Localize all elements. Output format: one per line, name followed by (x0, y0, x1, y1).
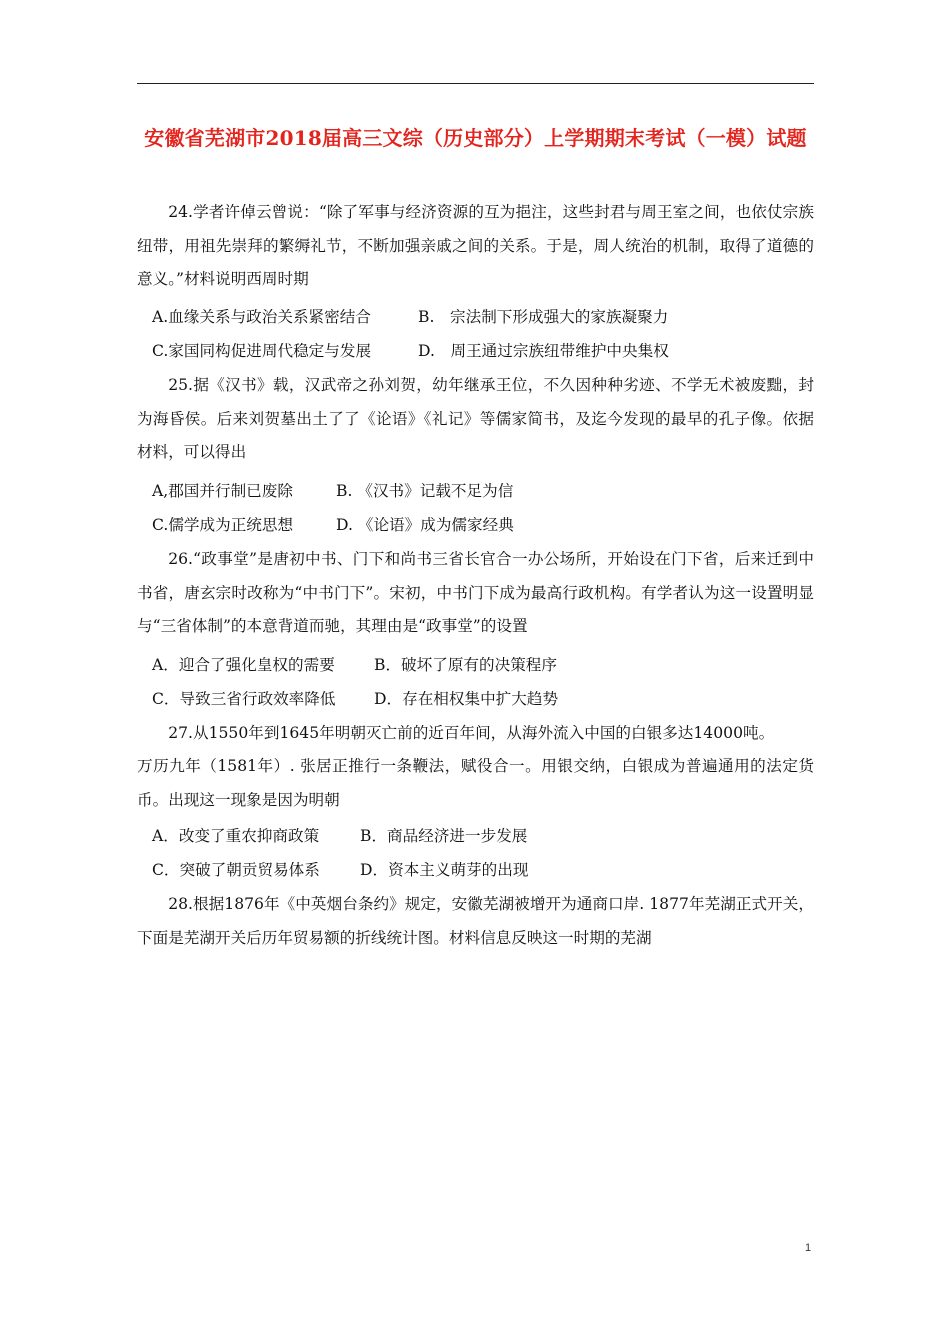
option-d: D．资本主义萌芽的出现 (360, 860, 529, 879)
question-28-stem: 28.根据1876年《中英烟台条约》规定，安徽芜湖被增开为通商口岸. 1877年芜湖正式开关，下面是芜湖开关后历年贸易额的折线统计图。材料信息反映这一时期的芜湖 (137, 895, 814, 947)
question-27-options (152, 820, 812, 887)
page-title: 安徽省芜湖市2018届高三文综（历史部分）上学期期末考试（一模）试题 (144, 126, 807, 150)
question-27-stem-continued: 万历九年（1581年）. 张居正推行一条鞭法，赋役合一。用银交纳，白银成为普遍通用的法定货币。出现这一现象是因为明朝 (137, 757, 814, 809)
option-b: B．商品经济进一步发展 (360, 827, 528, 845)
option-a: A,郡国并行制已废除 (152, 482, 293, 500)
question-26-stem: 26.“政事堂”是唐初中书、门下和尚书三省长官合一办公场所，开始设在门下省，后来迁到中书省，唐玄宗时改称为“中书门下”。宋初，中书门下成为最高行政机构。有学者认为这一设置明显与“三省体制”的本意背道而驰，其理由是“政事堂”的设置 (137, 550, 814, 635)
header-rule (137, 83, 814, 84)
option-a: A.血缘关系与政治关系紧密结合 (152, 308, 371, 326)
option-b: B．破坏了原有的决策程序 (374, 656, 557, 674)
option-c: C.家国同构促进周代稳定与发展 (152, 341, 372, 360)
option-d: D. 周王通过宗族纽带维护中央集权 (418, 341, 669, 360)
option-a: A．迎合了强化皇权的需要 (152, 656, 335, 674)
page-number: 1 (805, 1242, 812, 1254)
option-d: D．存在相权集中扩大趋势 (374, 689, 559, 708)
option-c: C．导致三省行政效率降低 (152, 689, 336, 708)
question-27-stem: 27.从1550年到1645年明朝灭亡前的近百年间，从海外流入中国的白银多达14000吨。 (168, 724, 775, 742)
question-24-options (152, 301, 812, 368)
question-25-stem: 25.据《汉书》载，汉武帝之孙刘贺，幼年继承王位，不久因种种劣迹、不学无术被废黜，封为海昏侯。后来刘贺墓出土了了《论语》《礼记》等儒家简书，及迄今发现的最早的孔子像。依据材料，可以得出 (137, 376, 814, 461)
option-c: C.儒学成为正统思想 (152, 515, 294, 534)
question-26-options (152, 649, 812, 716)
option-a: A．改变了重农抑商政策 (152, 827, 320, 845)
option-d: D. 《论语》成为儒家经典 (336, 515, 514, 534)
question-24-stem: 24.学者许倬云曾说：“除了军事与经济资源的互为挹注，这些封君与周王室之间，也依仗宗族纽带，用祖先崇拜的繁缛礼节，不断加强亲戚之间的关系。于是，周人统治的机制，取得了道德的意义。”材料说明西周时期 (137, 203, 814, 288)
question-25-options (152, 475, 812, 542)
option-b: B. 《汉书》记载不足为信 (336, 482, 514, 500)
option-c: C．突破了朝贡贸易体系 (152, 860, 320, 879)
option-b: B. 宗法制下形成强大的家族凝聚力 (418, 308, 669, 326)
